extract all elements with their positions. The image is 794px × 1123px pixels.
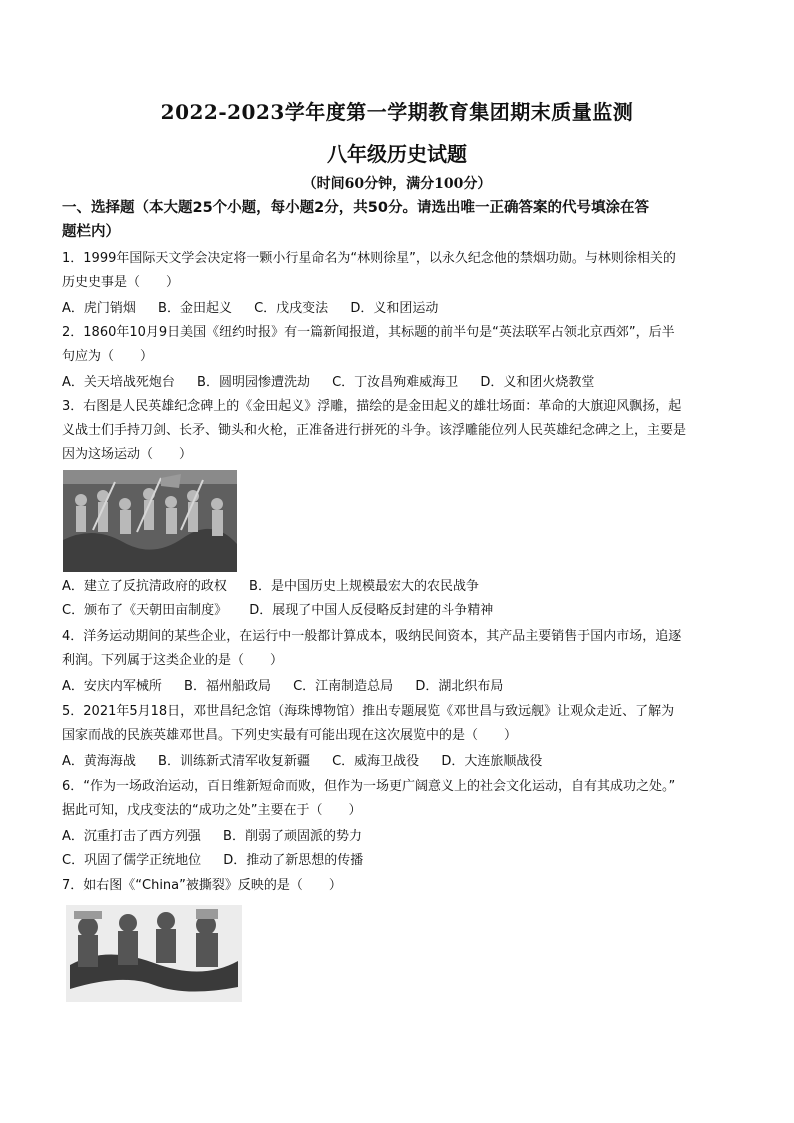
option-a[interactable]: A．沉重打击了西方列强 bbox=[62, 829, 201, 844]
option-c[interactable]: C．威海卫战役 bbox=[332, 754, 420, 769]
question-4-options bbox=[62, 678, 752, 696]
question-1-options bbox=[62, 300, 752, 318]
question-6-text-cont: 据此可知，戊戌变法的“成功之处”主要在于（ ） bbox=[62, 803, 362, 818]
option-a[interactable]: A．黄海海战 bbox=[62, 754, 136, 769]
option-b[interactable]: B．金田起义 bbox=[158, 301, 232, 316]
option-d[interactable]: D．展现了中国人反侵略反封建的斗争精神 bbox=[249, 603, 494, 618]
question-6-options-row1 bbox=[62, 828, 752, 846]
question-3-text: 3．右图是人民英雄纪念碑上的《金田起义》浮雕，描绘的是金田起义的雄壮场面：革命的大旗迎风飘扬，起 bbox=[62, 399, 682, 414]
question-7-text: 7．如右图《“China”被撕裂》反映的是（ ） bbox=[62, 878, 342, 893]
question-4-text-cont: 利润。下列属于这类企业的是（ ） bbox=[62, 653, 284, 668]
china-torn-cartoon-image bbox=[66, 905, 242, 1002]
option-c[interactable]: C．丁汝昌殉难威海卫 bbox=[332, 375, 459, 390]
option-b[interactable]: B．训练新式清军收复新疆 bbox=[158, 754, 310, 769]
question-5-text-cont: 国家而战的民族英雄邓世昌。下列史实最有可能出现在这次展览中的是（ ） bbox=[62, 728, 518, 743]
question-3-text-cont: 因为这场运动（ ） bbox=[62, 447, 193, 462]
option-a[interactable]: A．安庆内军械所 bbox=[62, 679, 162, 694]
exam-subtitle: 八年级历史试题 bbox=[327, 142, 467, 166]
option-c[interactable]: C．戊戌变法 bbox=[254, 301, 329, 316]
question-6-text: 6．“作为一场政治运动，百日维新短命而败，但作为一场更广阔意义上的社会文化运动，自有其成功之处。” bbox=[62, 779, 676, 794]
exam-title: 2022-2023学年度第一学期教育集团期末质量监测 bbox=[160, 100, 634, 124]
option-b[interactable]: B．圆明园惨遭洗劫 bbox=[197, 375, 310, 390]
question-1-text-cont: 历史史事是（ ） bbox=[62, 275, 180, 290]
option-d[interactable]: D．湖北织布局 bbox=[415, 679, 504, 694]
section-heading-cont: 题栏内） bbox=[62, 224, 120, 240]
question-1-text: 1．1999年国际天文学会决定将一颗小行星命名为“林则徐星”，以永久纪念他的禁烟功勋。与林则徐相关的 bbox=[62, 251, 676, 266]
question-6-options-row2 bbox=[62, 852, 752, 870]
question-5-text: 5．2021年5月18日，邓世昌纪念馆（海珠博物馆）推出专题展览《邓世昌与致远舰》让观众走近、了解为 bbox=[62, 704, 675, 719]
option-d[interactable]: D．大连旅顺战役 bbox=[441, 754, 543, 769]
question-4-text: 4．洋务运动期间的某些企业，在运行中一般都计算成本，吸纳民间资本，其产品主要销售于国内市场，追逐 bbox=[62, 629, 682, 644]
option-d[interactable]: D．义和团运动 bbox=[350, 301, 439, 316]
option-b[interactable]: B．是中国历史上规模最宏大的农民战争 bbox=[249, 579, 479, 594]
option-c[interactable]: C．巩固了儒学正统地位 bbox=[62, 853, 202, 868]
jintian-uprising-relief-image bbox=[63, 470, 237, 572]
question-2-options bbox=[62, 374, 752, 392]
option-a[interactable]: A．关天培战死炮台 bbox=[62, 375, 175, 390]
option-a[interactable]: A．建立了反抗清政府的政权 bbox=[62, 579, 227, 594]
exam-time-info: （时间60分钟，满分100分） bbox=[302, 176, 492, 192]
question-5-options bbox=[62, 753, 752, 771]
option-c[interactable]: C．颁布了《天朝田亩制度》 bbox=[62, 603, 228, 618]
question-3-options-row2 bbox=[62, 602, 752, 620]
question-2-text: 2．1860年10月9日美国《纽约时报》有一篇新闻报道，其标题的前半句是“英法联军占领北京西郊”，后半 bbox=[62, 325, 675, 340]
section-heading: 一、选择题（本大题25个小题，每小题2分，共50分。请选出唯一正确答案的代号填涂在答 bbox=[62, 200, 649, 216]
question-2-text-cont: 句应为（ ） bbox=[62, 349, 154, 364]
option-d[interactable]: D．义和团火烧教堂 bbox=[480, 375, 595, 390]
option-b[interactable]: B．削弱了顽固派的势力 bbox=[223, 829, 362, 844]
option-d[interactable]: D．推动了新思想的传播 bbox=[223, 853, 364, 868]
option-a[interactable]: A．虎门销烟 bbox=[62, 301, 136, 316]
question-3-text-cont: 义战士们手持刀剑、长矛、锄头和火枪，正准备进行拼死的斗争。该浮雕能位列人民英雄纪念碑之上，主要是 bbox=[62, 423, 687, 438]
question-3-options-row1 bbox=[62, 578, 752, 596]
option-c[interactable]: C．江南制造总局 bbox=[293, 679, 394, 694]
option-b[interactable]: B．福州船政局 bbox=[184, 679, 271, 694]
